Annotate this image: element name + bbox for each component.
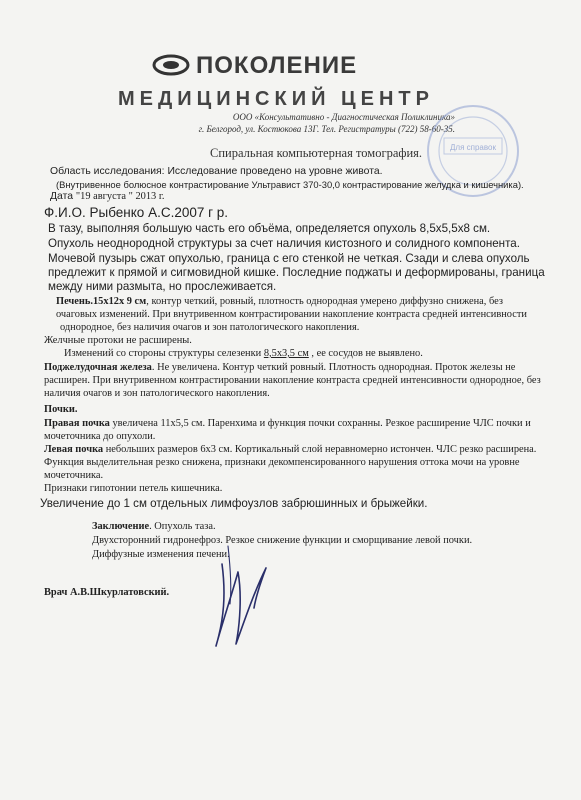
right-kidney-text: увеличена 11х5,5 см. Паренхима и функция почки сохранны. Резкое расширение ЧЛС почки и — [109, 418, 531, 429]
patient-label: Ф.И.О. — [44, 205, 86, 220]
conclusion-text: Диффузные изменения печени. — [92, 549, 230, 560]
finding-line: между ними размыта, но прослеживается. — [48, 280, 277, 293]
left-kidney-text: мочеточника. — [44, 470, 104, 481]
conclusion-line — [92, 521, 216, 532]
conclusion-text: . Опухоль таза. — [149, 521, 216, 532]
pancreas-text: расширен. При внутривенном контрастировании накопление контраста средней интенсивности однородное, без — [44, 375, 541, 386]
date-label: Дата — [50, 191, 74, 202]
date-value: "19 августа " 2013 г. — [75, 191, 165, 202]
right-kidney-label: Правая почка — [44, 418, 110, 429]
liver-text: очаговых изменений. При внутривенном контрастировании накопление контраста средней интенсивности — [56, 309, 527, 320]
pancreas-text: наличия очагов и зон патологического накопления. — [44, 388, 270, 399]
liver-label: Печень.15х12х 9 см — [56, 296, 147, 307]
left-kidney-text: Функция выделительная резко снижена, признаки декомпенсированного нарушения оттока мочи на уровне — [44, 457, 520, 468]
right-kidney-line — [44, 418, 531, 429]
pancreas-text: . Не увеличена. Контур четкий ровный. Плотность однородная. Проток железы не — [151, 362, 516, 373]
clinic-title: МЕДИЦИНСКИЙ ЦЕНТР — [118, 88, 434, 110]
document-title: Спиральная компьютерная томография. — [210, 146, 423, 160]
kidneys-heading: Почки. — [44, 404, 78, 415]
finding-line: Опухоль неоднородной структуры за счет наличия кистозного и солидного компонента. — [48, 237, 520, 250]
conclusion-label: Заключение — [92, 521, 150, 532]
conclusion-text: Двухсторонний гидронефроз. Резкое снижение функции и сморщивание левой почки. — [92, 535, 473, 546]
patient-line — [44, 205, 228, 220]
spleen-text: Изменений со стороны структуры селезенки — [64, 348, 264, 359]
pancreas-line — [44, 362, 515, 373]
left-kidney-text: небольших размеров 6х3 см. Кортикальный слой неравномерно истончен. ЧЛС резко расширена. — [103, 444, 537, 455]
brand-name: ПОКОЛЕНИЕ — [196, 52, 358, 79]
spleen-size: 8,5х3,5 см — [263, 348, 309, 359]
left-kidney-line — [44, 444, 536, 455]
liver-text: однородное, без наличия очагов и зон патологического накопления. — [60, 322, 360, 333]
org-line: ООО «Консультативно - Диагностическая Поликлиника» — [232, 112, 455, 122]
pancreas-label: Поджелудочная железа — [44, 362, 152, 373]
finding-line: предлежит к прямой и сигмовидной кишке. Последние поджаты и деформированы, граница — [48, 266, 545, 279]
intestine-line: Признаки гипотонии петель кишечника. — [44, 483, 223, 494]
doctor-name: А.В.Шкурлатовский. — [69, 587, 170, 598]
stamp-text: Для справок — [450, 143, 496, 152]
doctor-label: Врач — [44, 587, 68, 598]
lymph-line: Увеличение до 1 см отдельных лимфоузлов забрюшинных и брыжейки. — [40, 497, 428, 510]
address-line: г. Белгород, ул. Костюкова 13Г. Тел. Регистратуры (722) 58-60-35. — [198, 124, 455, 134]
finding-line: В тазу, выполняя большую часть его объёма, определяется опухоль 8,5х5,5х8 см. — [48, 222, 491, 235]
area-label: Область исследования: — [50, 166, 165, 177]
contrast-line: (Внутривенное болюсное контрастирование Ультравист 370-30,0 контрастирование желудка и кишечника). — [56, 179, 524, 190]
area-line — [50, 166, 383, 177]
date-line — [50, 191, 165, 202]
gallbladder-line: Желчные протоки не расширены. — [44, 335, 192, 346]
spleen-line — [64, 348, 423, 359]
area-value: Исследование проведено на уровне живота. — [167, 166, 383, 177]
signature-icon — [208, 534, 278, 654]
left-kidney-label: Левая почка — [44, 444, 104, 455]
liver-line — [56, 296, 503, 307]
logo-icon — [152, 54, 190, 76]
right-kidney-text: мочеточника до опухоли. — [44, 431, 156, 442]
spleen-text: , ее сосудов не выявлено. — [308, 348, 423, 359]
finding-line: Мочевой пузырь сжат опухолью, граница с его стенкой не четкая. Сзади и слева опухоль — [48, 252, 530, 265]
patient-name: Рыбенко А.С.2007 г р. — [89, 205, 229, 220]
doctor-line — [44, 587, 169, 598]
liver-text: , контур четкий, ровный, плотность однородная умерено диффузно снижена, без — [146, 296, 503, 307]
